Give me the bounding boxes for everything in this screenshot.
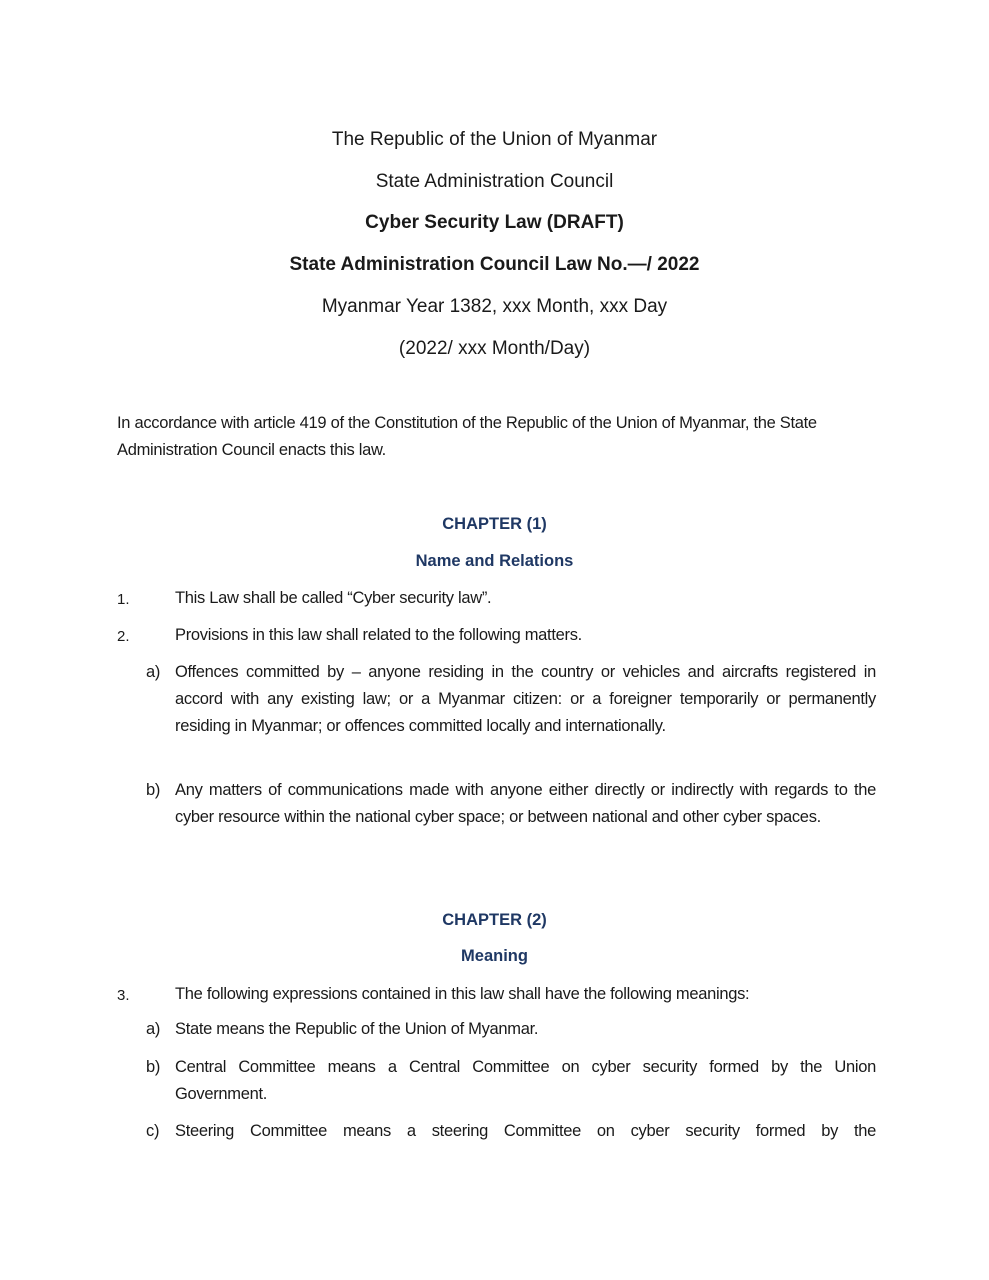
item-label: b) xyxy=(146,1058,161,1076)
section-1-number: 1. xyxy=(117,591,130,608)
item-text: Central Committee means a Central Committee on cyber security formed by the Union Government. xyxy=(175,1058,876,1103)
item-text: Offences committed by – anyone residing in the country or vehicles and aircrafts registered in accord with any existing law; or a Myanmar citizen: or a foreigner temporarily or permanently residing in Myanmar; or offences committed locally and internationally. xyxy=(175,663,876,735)
section-2-text: Provisions in this law shall related to the following matters. xyxy=(175,626,582,644)
item-label: b) xyxy=(146,781,161,799)
item-text: Any matters of communications made with anyone either directly or indirectly with regards to the cyber resource within the national cyber space; or between national and other cyber spaces. xyxy=(175,781,876,826)
header-myanmar-date: Myanmar Year 1382, xxx Month, xxx Day xyxy=(321,296,668,317)
section-2-item-a xyxy=(146,659,876,740)
section-3-number: 3. xyxy=(117,987,130,1004)
section-2-number: 2. xyxy=(117,628,130,645)
header-council: State Administration Council xyxy=(375,171,614,192)
section-3-text: The following expressions contained in this law shall have the following meanings: xyxy=(175,985,750,1003)
chapter-2-title: Meaning xyxy=(461,947,528,965)
chapter-1-title: Name and Relations xyxy=(415,552,574,570)
header-law-number: State Administration Council Law No.—/ 2022 xyxy=(289,254,700,275)
item-text: Steering Committee means a steering Committee on cyber security formed by the xyxy=(175,1122,876,1140)
section-3-item-b xyxy=(146,1054,876,1108)
header-gregorian-date: (2022/ xxx Month/Day) xyxy=(398,338,591,359)
item-label: a) xyxy=(146,1020,161,1038)
section-3-item-c xyxy=(146,1118,876,1145)
chapter-2-heading: CHAPTER (2) xyxy=(442,911,547,929)
item-text: State means the Republic of the Union of Myanmar. xyxy=(175,1020,539,1038)
section-1-text: This Law shall be called “Cyber security law”. xyxy=(175,589,492,607)
chapter-1-heading: CHAPTER (1) xyxy=(442,515,547,533)
enactment-clause: In accordance with article 419 of the Constitution of the Republic of the Union of Myanmar, the State Administration Council enacts this law. xyxy=(117,414,817,459)
section-2-item-b xyxy=(146,777,876,831)
header-law-title: Cyber Security Law (DRAFT) xyxy=(365,212,624,233)
item-label: a) xyxy=(146,663,161,681)
header-republic: The Republic of the Union of Myanmar xyxy=(331,129,658,150)
section-3-item-a xyxy=(146,1016,876,1043)
item-label: c) xyxy=(146,1122,160,1140)
